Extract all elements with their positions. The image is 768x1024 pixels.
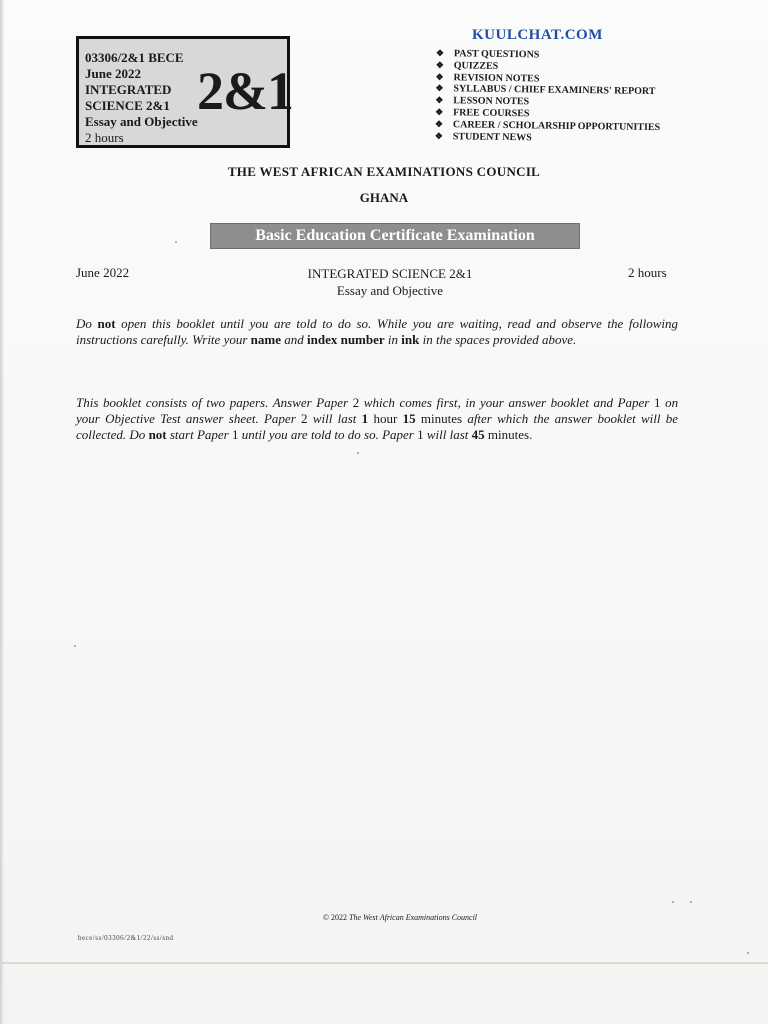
paper-subject-line2: SCIENCE 2&1: [85, 98, 170, 113]
list-item: ❖ STUDENT NEWS: [434, 130, 532, 143]
kuulchat-title: KUULCHAT.COM: [472, 27, 603, 43]
paper-code-box: [76, 36, 293, 148]
exam-banner: Basic Education Certificate Examination: [210, 223, 580, 249]
list-item: ❖ PAST QUESTIONS: [435, 48, 540, 61]
scan-speck: [747, 952, 749, 954]
paper-type: Essay and Objective: [85, 114, 198, 129]
diamond-bullet-icon: ❖: [435, 71, 444, 82]
list-item: ❖ FREE COURSES: [435, 106, 530, 120]
paper-subject-line1: INTEGRATED: [85, 82, 172, 97]
diamond-bullet-icon: ❖: [434, 118, 444, 129]
diamond-bullet-icon: ❖: [434, 130, 443, 141]
instruction-paragraph-1: Do not open this booklet until you are told to do so. While you are waiting, read and observe the following instructions carefully. Write your name and index number in ink in the spaces provided above.: [76, 316, 679, 347]
paper-number-large: 2&1: [197, 61, 293, 121]
footer-code-cut: bece/ss/03306/2&1/22/ss/snd: [78, 934, 174, 940]
paper-code: 03306/2&1 BECE: [85, 50, 184, 65]
diamond-bullet-icon: ❖: [435, 59, 444, 70]
exam-paper-type: Essay and Objective: [336, 283, 444, 298]
diamond-bullet-icon: ❖: [435, 95, 444, 106]
paper-duration: 2 hours: [85, 130, 124, 145]
kuulchat-list: [435, 48, 661, 146]
exam-date: June 2022: [76, 265, 130, 280]
diamond-bullet-icon: ❖: [435, 48, 445, 59]
copyright-footer: © 2022 The West African Examinations Council: [322, 913, 478, 922]
scan-speck: [175, 241, 177, 243]
exam-duration: 2 hours: [628, 265, 667, 280]
scan-speck: [357, 452, 359, 454]
country-name: GHANA: [359, 190, 409, 205]
council-name: THE WEST AFRICAN EXAMINATIONS COUNCIL: [227, 164, 541, 179]
list-item: ❖ CAREER / SCHOLARSHIP OPPORTUNITIES: [434, 118, 661, 133]
diamond-bullet-icon: ❖: [435, 83, 444, 94]
list-item: ❖ SYLLABUS / CHIEF EXAMINERS' REPORT: [435, 83, 656, 98]
list-item: ❖ QUIZZES: [435, 59, 499, 72]
instruction-paragraph-2: This booklet consists of two papers. Answer Paper 2 which comes first, in your answer booklet and Paper 1 on your Objective Test answer sheet. Paper 2 will last 1 hour 15 minutes after which the answer booklet will be collected. Do not start Paper 1 until you are told to do so. Paper 1 will last 45 minutes.: [76, 395, 679, 442]
scan-edge: [0, 0, 4, 1024]
scan-speck: [672, 901, 674, 903]
page-bottom-edge: [0, 962, 768, 964]
scan-speck: [74, 645, 76, 647]
scan-speck: [690, 901, 692, 903]
exam-subject: INTEGRATED SCIENCE 2&1: [307, 266, 473, 281]
diamond-bullet-icon: ❖: [435, 106, 444, 118]
list-item: ❖ REVISION NOTES: [435, 71, 540, 85]
paper-date: June 2022: [85, 66, 141, 81]
list-item: ❖ LESSON NOTES: [435, 95, 530, 108]
